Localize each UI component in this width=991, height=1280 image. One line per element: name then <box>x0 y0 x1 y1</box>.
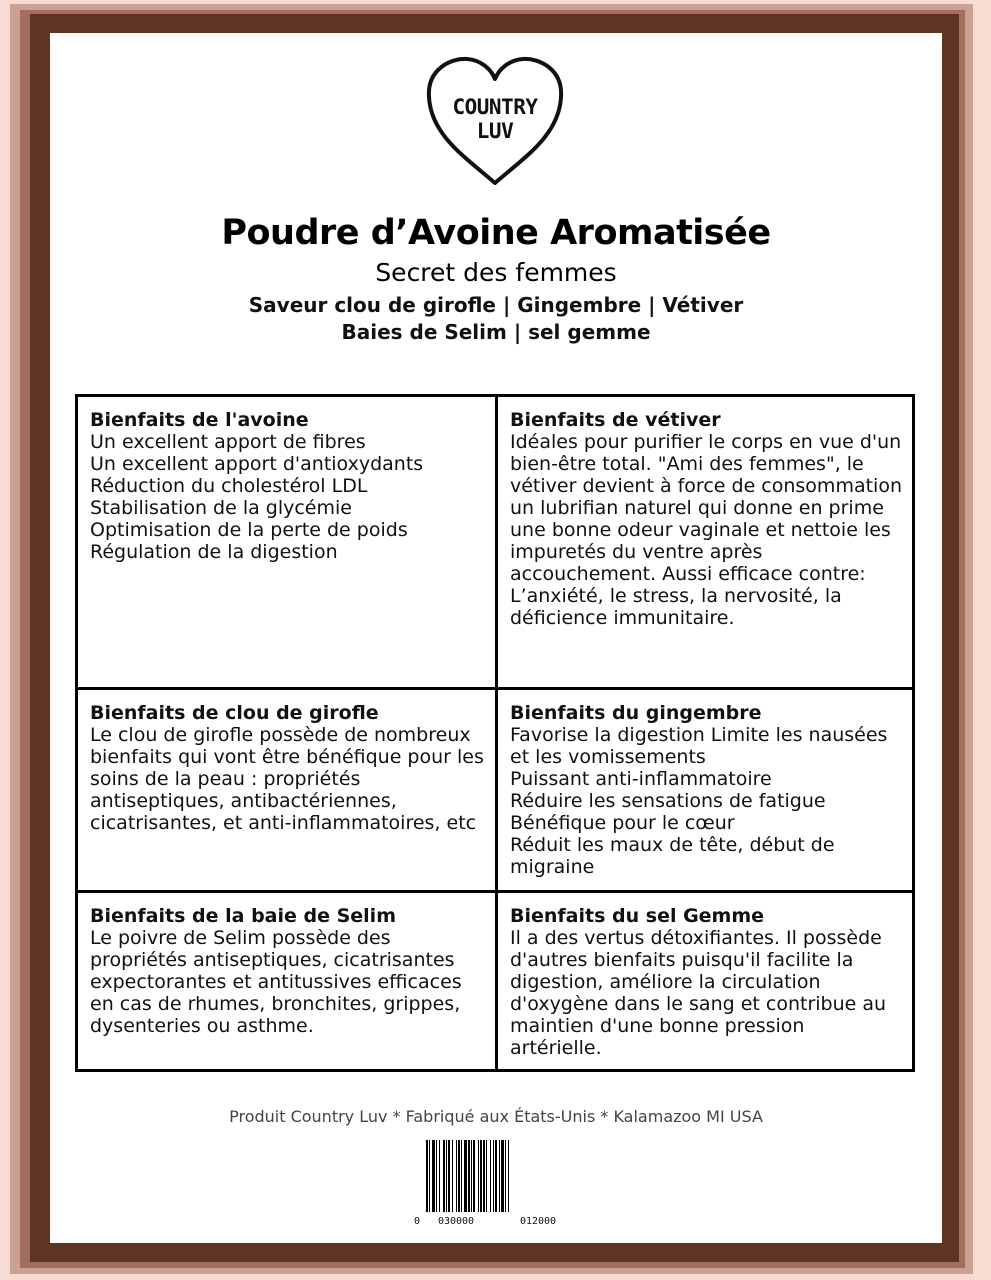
barcode-bar <box>432 1140 435 1212</box>
barcode-left-digits: 030000 <box>437 1216 475 1227</box>
barcode-bar <box>501 1140 504 1212</box>
barcode-bar <box>468 1140 470 1212</box>
oats-benefit-item: Un excellent apport de fibres <box>90 431 366 453</box>
oats-benefit-item: Optimisation de la perte de poids <box>90 519 408 541</box>
barcode-bar <box>448 1140 450 1212</box>
selim-benefits-text: Le poivre de Selim possède des propriétés antiseptiques, cicatrisantes expectorantes et antitussives efficaces en cas de rhumes, bronchites, grippes, dysenteries ou asthme. <box>90 927 462 1037</box>
barcode-bar <box>443 1140 445 1212</box>
product-title: Poudre d’Avoine Aromatisée <box>221 213 771 253</box>
ginger-benefit-item: Réduire les sensations de fatigue <box>510 790 826 812</box>
clove-benefits-title: Bienfaits de clou de girofle <box>90 702 379 724</box>
oats-benefits-title: Bienfaits de l'avoine <box>90 409 309 431</box>
barcode-bar <box>480 1140 482 1212</box>
country-luv-logo <box>425 55 565 187</box>
flavors-line-1: Saveur clou de girofle | Gingembre | Vétiver <box>248 293 744 317</box>
ginger-benefits-cell <box>497 689 914 892</box>
barcode <box>412 1140 582 1230</box>
barcode-right-digits: 012000 <box>519 1216 557 1227</box>
logo-line-1: COUNTRY <box>452 95 538 119</box>
barcode-bar <box>446 1140 447 1212</box>
product-subtitle: Secret des femmes <box>375 258 617 287</box>
barcode-bar <box>493 1140 494 1212</box>
clove-benefits-cell <box>77 689 497 892</box>
oats-benefit-item: Stabilisation de la glycémie <box>90 497 352 519</box>
barcode-bar <box>464 1140 467 1212</box>
oats-benefit-item: Régulation de la digestion <box>90 541 338 563</box>
manufacturer-footer: Produit Country Luv * Fabriqué aux États-Unis * Kalamazoo MI USA <box>229 1107 763 1126</box>
barcode-bar <box>439 1140 440 1212</box>
rock-salt-benefits-title: Bienfaits du sel Gemme <box>510 905 765 927</box>
oats-benefits-cell <box>77 396 497 689</box>
barcode-bar <box>508 1140 509 1212</box>
ginger-benefit-item: Bénéfique pour le cœur <box>510 812 735 834</box>
barcode-bar <box>436 1140 437 1212</box>
barcode-bars <box>426 1140 509 1212</box>
selim-benefits-cell <box>77 892 497 1071</box>
vetiver-benefits-text: Idéales pour purifier le corps en vue d'un bien-être total. "Ami des femmes", le vétiver devient à force de consommation un lubrifian naturel qui donne en prime une bonne odeur vaginale et nettoie les impuretés du ventre après accouchement. Aussi efficace contre: L’anxiété, le stress, la nervosité, la déficience immunitaire. <box>510 431 902 629</box>
barcode-bar <box>452 1140 453 1212</box>
barcode-bar <box>471 1140 472 1212</box>
benefits-table <box>75 394 915 1072</box>
vetiver-benefits-title: Bienfaits de vétiver <box>510 409 721 431</box>
clove-benefits-text: Le clou de girofle possède de nombreux bienfaits qui vont être bénéfique pour les soins de la peau : propriétés antiseptiques, antibactériennes, cicatrisantes, et anti-inflammatoires, etc <box>90 724 484 834</box>
ginger-benefit-item: Puissant anti-inflammatoire <box>510 768 772 790</box>
barcode-bar <box>458 1140 460 1212</box>
barcode-bar <box>426 1140 428 1212</box>
rock-salt-benefits-text: Il a des vertus détoxifiantes. Il possède d'autres bienfaits puisqu'il facilite la digestion, améliore la circulation d'oxygène dans le sang et contribue au maintien d'une bonne pression artérielle. <box>510 927 887 1059</box>
barcode-bar <box>486 1140 487 1212</box>
barcode-bar <box>490 1140 491 1212</box>
ginger-benefits-title: Bienfaits du gingembre <box>510 702 762 724</box>
oats-benefit-item: Réduction du cholestérol LDL <box>90 475 368 497</box>
rock-salt-benefits-cell <box>497 892 914 1071</box>
barcode-bar <box>499 1140 500 1212</box>
vetiver-benefits-cell <box>497 396 914 689</box>
logo-line-2: LUV <box>476 119 514 143</box>
logo-text <box>425 95 565 143</box>
barcode-bar <box>473 1140 475 1212</box>
oats-benefit-item: Un excellent apport d'antioxydants <box>90 453 424 475</box>
barcode-bar <box>461 1140 462 1212</box>
barcode-bar <box>495 1140 497 1212</box>
ginger-benefit-item: Réduit les maux de tête, début de migraine <box>510 834 835 878</box>
barcode-bar <box>429 1140 430 1212</box>
ginger-benefit-item: Favorise la digestion Limite les nausées et les vomissements <box>510 724 888 768</box>
barcode-bar <box>505 1140 506 1212</box>
barcode-bar <box>456 1140 457 1212</box>
barcode-leading-digit: 0 <box>414 1216 421 1227</box>
barcode-bar <box>478 1140 479 1212</box>
barcode-bar <box>483 1140 485 1212</box>
selim-benefits-title: Bienfaits de la baie de Selim <box>90 905 396 927</box>
flavors-line-2: Baies de Selim | sel gemme <box>341 320 651 344</box>
